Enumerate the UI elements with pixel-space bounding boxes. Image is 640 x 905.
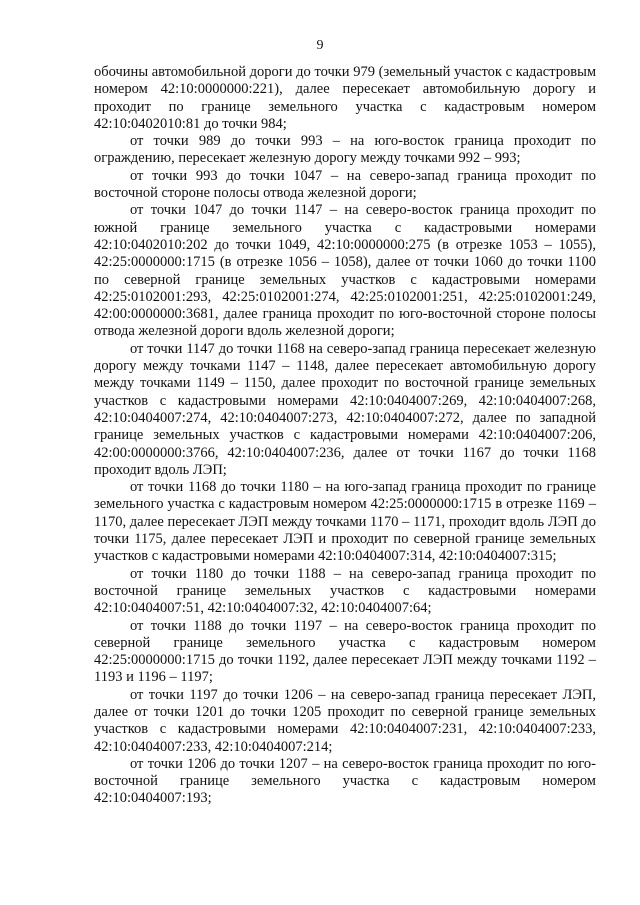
paragraph: обочины автомобильной дороги до точки 979 (земельный участок с кадастровым номером 42:10:0000000:221), далее пересекает автомобильную дорогу и проходит по границе земельного участка с кадастровым номером 42:10:0402010:81 до точки 984;: [94, 64, 596, 132]
paragraph: от точки 993 до точки 1047 – на северо-запад граница проходит по восточной стороне полосы отвода железной дороги;: [94, 167, 596, 202]
paragraph: от точки 1168 до точки 1180 – на юго-запад граница проходит по границе земельного участка с кадастровым номером 42:25:0000000:1715 в отрезке 1169 – 1170, далее пересекает ЛЭП между точками 1170 – 1171, проходит вдоль ЛЭП до точки 1175, далее пересекает ЛЭП и проходит по северной границе земельных участков с кадастровыми номерами 42:10:0404007:314, 42:10:0404007:315;: [94, 479, 596, 565]
paragraph: от точки 1206 до точки 1207 – на северо-восток граница проходит по юго-восточной границе земельного участка с кадастровым номером 42:10:0404007:193;: [94, 755, 596, 807]
page-number: 9: [316, 38, 324, 53]
paragraph: от точки 1147 до точки 1168 на северо-запад граница пересекает железную дорогу между точками 1147 – 1148, далее пересекает автомобильную дорогу между точками 1149 – 1150, далее проходит по восточной границе земельных участков с кадастровыми номерами 42:10:0404007:269, 42:10:0404007:268, 42:10:0404007:274, 42:10:0404007:273, 42:10:0404007:272, далее по западной границе земельных участков с кадастровыми номерами 42:10:0404007:206, 42:00:0000000:3766, 42:10:0404007:236, далее от точки 1167 до точки 1168 проходит вдоль ЛЭП;: [94, 340, 596, 478]
paragraph: от точки 1188 до точки 1197 – на северо-восток граница проходит по северной границе земельного участка с кадастровым номером 42:25:0000000:1715 до точки 1192, далее пересекает ЛЭП между точками 1192 – 1193 и 1196 – 1197;: [94, 617, 596, 686]
paragraph: от точки 1180 до точки 1188 – на северо-запад граница проходит по восточной границе земельных участков с кадастровыми номерами 42:10:0404007:51, 42:10:0404007:32, 42:10:0404007:64;: [94, 565, 596, 617]
document-body: [94, 64, 596, 808]
paragraph: от точки 989 до точки 993 – на юго-восток граница проходит по ограждению, пересекает железную дорогу между точками 992 – 993;: [94, 133, 596, 167]
paragraph: от точки 1047 до точки 1147 – на северо-восток граница проходит по южной границе земельного участка с кадастровыми номерами 42:10:0402010:202 до точки 1049, 42:10:0000000:275 (в отрезке 1053 – 1055), 42:25:0000000:1715 (в отрезке 1056 – 1058), далее от точки 1060 до точки 1100 по северной границе земельных участков с кадастровыми номерами 42:25:0102001:293, 42:25:0102001:274, 42:25:0102001:251, 42:25:0102001:249, 42:00:0000000:3681, далее граница проходит по юго-восточной стороне полосы отвода железной дороги вдоль железной дороги;: [94, 202, 596, 340]
paragraph: от точки 1197 до точки 1206 – на северо-запад граница пересекает ЛЭП, далее от точки 1201 до точки 1205 проходит по северной границе земельных участков с кадастровыми номерами 42:10:0404007:231, 42:10:0404007:233, 42:10:0404007:233, 42:10:0404007:214;: [94, 686, 596, 755]
